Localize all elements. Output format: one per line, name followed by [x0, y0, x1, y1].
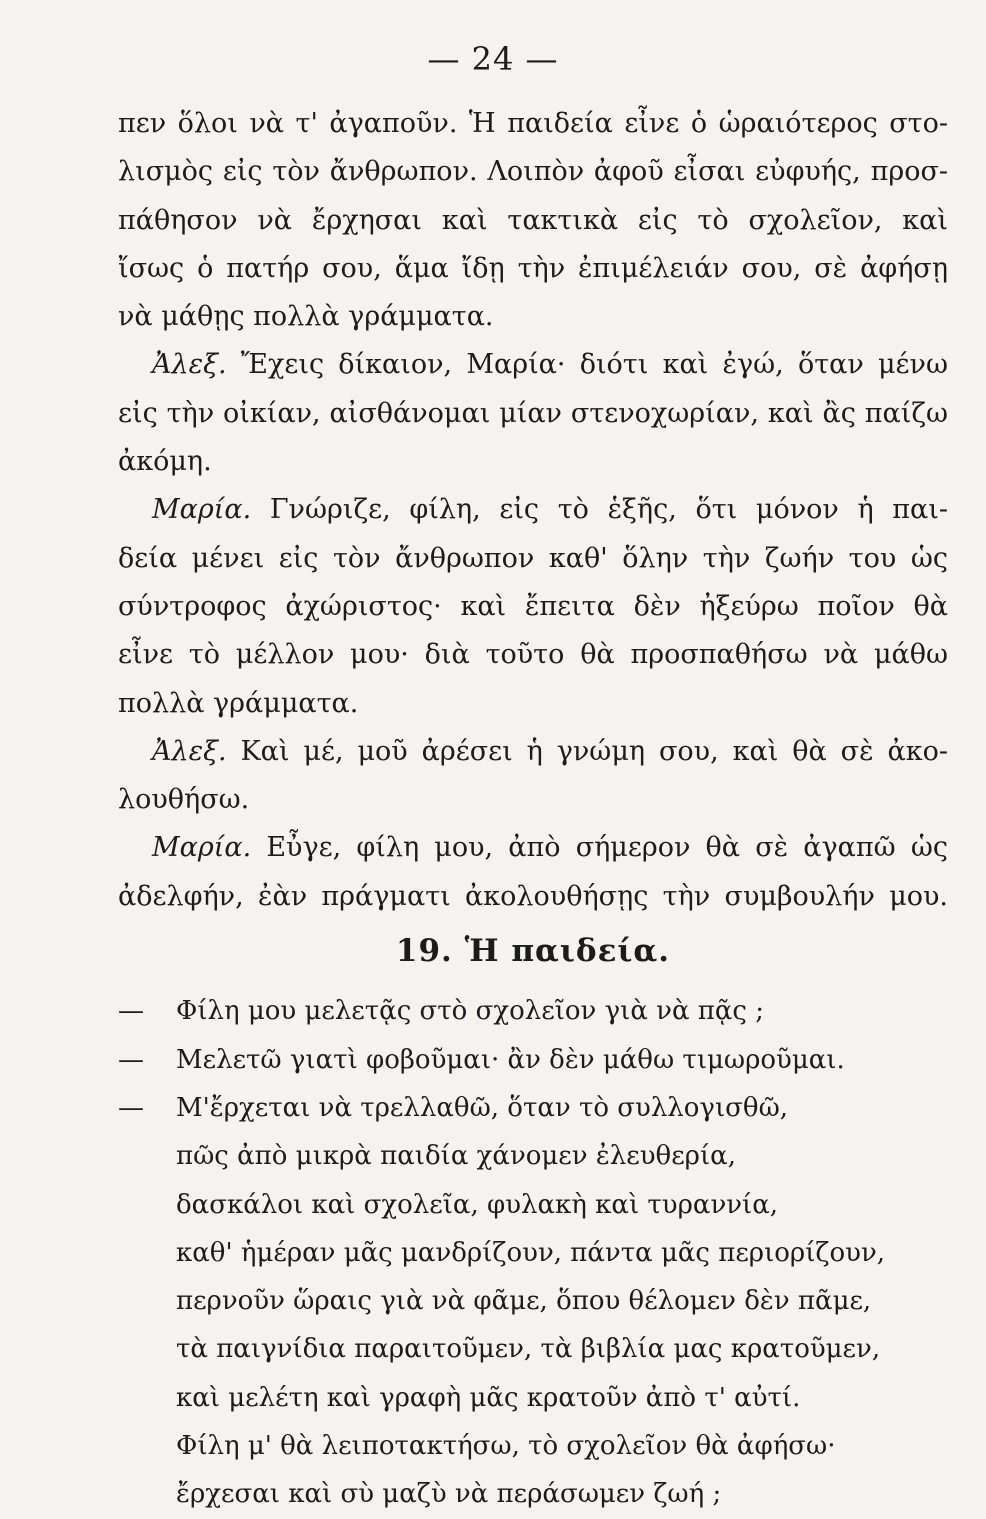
poem-line: πῶς ἀπὸ μικρὰ παιδία χάνομεν ἐλευθερία,: [176, 1141, 736, 1172]
dialogue-text: Ἔχεις δίκαιον, Μαρία· διότι καὶ ἐγώ, ὅταν μένω: [240, 349, 948, 381]
speaker-label: Ἀλεξ.: [152, 735, 227, 767]
poem-line: τὰ παιγνίδια παραιτοῦμεν, τὰ βιβλία μας κρατοῦμεν,: [176, 1334, 881, 1365]
text-line: νὰ μάθῃς πολλὰ γράμματα.: [118, 301, 494, 333]
text-line: ἴσως ὁ πατήρ σου, ἅμα ἴδῃ τὴν ἐπιμέλειάν σου, σὲ ἀφήσῃ: [118, 252, 948, 284]
dialogue-text: Εὖγε, φίλη μου, ἀπὸ σήμερον θὰ σὲ ἀγαπῶ ὡς: [266, 832, 948, 864]
poem-text: Μελετῶ γιατὶ φοβοῦμαι· ἂν δὲν μάθω τιμωροῦμαι.: [176, 1044, 845, 1075]
text-line: πάθησον νὰ ἔρχησαι καὶ τακτικὰ εἰς τὸ σχολεῖον, καὶ: [118, 204, 948, 236]
dialogue-line: [118, 824, 948, 872]
text-line: ἀκόμη.: [118, 446, 212, 478]
poem-text: Φίλη μου μελετᾷς στὸ σχολεῖον γιὰ νὰ πᾷς ;: [176, 996, 765, 1027]
page-text: [118, 100, 948, 1519]
poem-line: [118, 987, 948, 1035]
text-line: λουθήσω.: [118, 784, 250, 816]
poem-line: [118, 1084, 948, 1132]
poem-line: ἔρχεσαι καὶ σὺ μαζὺ νὰ περάσωμεν ζωή ;: [176, 1479, 722, 1510]
text-line: πολλὰ γράμματα.: [118, 687, 359, 719]
dash-mark: —: [118, 1044, 144, 1075]
dialogue-text: Γνώριζε, φίλη, εἰς τὸ ἑξῆς, ὅτι μόνον ἡ παι-: [269, 494, 948, 526]
text-line: ἀδελφήν, ἐὰν πράγματι ἀκολουθήσῃς τὴν συμβουλήν μου.: [118, 880, 948, 912]
dash-mark: —: [118, 996, 144, 1027]
poem-line: [118, 1036, 948, 1084]
poem-line: περνοῦν ὥραις γιὰ νὰ φᾶμε, ὅπου θέλομεν δὲν πᾶμε,: [176, 1286, 872, 1317]
poem-line: καὶ μελέτη καὶ γραφὴ μᾶς κρατοῦν ἀπὸ τ' αὐτί.: [176, 1382, 801, 1413]
dialogue-line: [118, 728, 948, 776]
text-line: εἰς τὴν οἰκίαν, αἰσθάνομαι μίαν στενοχωρίαν, καὶ ἂς παίζω: [118, 397, 948, 429]
speaker-label: Ἀλεξ.: [152, 349, 227, 381]
dash-mark: —: [118, 1092, 144, 1123]
dialogue-line: [118, 341, 948, 389]
text-line: εἶνε τὸ μέλλον μου· διὰ τοῦτο θὰ προσπαθήσω νὰ μάθω: [118, 639, 948, 671]
dialogue-line: [118, 486, 948, 534]
text-line: σύντροφος ἀχώριστος· καὶ ἔπειτα δὲν ἠξεύρω ποῖον θὰ: [118, 590, 948, 622]
dialogue-text: Καὶ μέ, μοῦ ἀρέσει ἡ γνώμη σου, καὶ θὰ σὲ ἀκο-: [240, 735, 948, 767]
text-line: πεν ὅλοι νὰ τ' ἀγαποῦν. Ἡ παιδεία εἶνε ὁ ὡραιότερος στο-: [118, 108, 948, 139]
text-line: δεία μένει εἰς τὸν ἄνθρωπον καθ' ὅλην τὴν ζωήν του ὡς: [118, 542, 948, 574]
poem-line: δασκάλοι καὶ σχολεῖα, φυλακὴ καὶ τυραννία,: [176, 1189, 779, 1220]
speaker-label: Μαρία.: [152, 494, 252, 526]
text-line: λισμὸς εἰς τὸν ἄνθρωπον. Λοιπὸν ἀφοῦ εἶσαι εὐφυής, προσ-: [118, 156, 948, 188]
page-number: — 24 —: [427, 40, 559, 78]
poem-line: Φίλη μ' θὰ λειποτακτήσω, τὸ σχολεῖον θὰ ἀφήσω·: [176, 1431, 836, 1462]
poem-text: Μ'ἔρχεται νὰ τρελλαθῶ, ὅταν τὸ συλλογισθῶ,: [176, 1092, 789, 1123]
section-title: 19. Ἡ παιδεία.: [395, 933, 671, 970]
poem-line: καθ' ἡμέραν μᾶς μανδρίζουν, πάντα μᾶς περιορίζουν,: [176, 1237, 886, 1268]
speaker-label: Μαρία.: [152, 832, 252, 864]
